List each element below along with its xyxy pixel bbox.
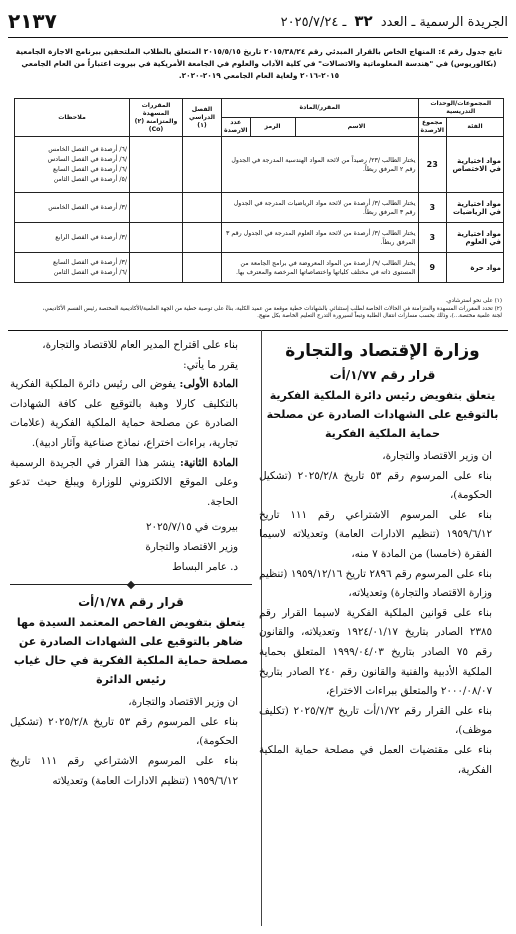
paragraph: ان وزير الاقتصاد والتجارة، bbox=[128, 696, 238, 709]
caption-line-2: (بكالوريوس) في "هندسة المعلوماتية والاتصالات" في كلية الآداب والعلوم في الجامعة الأمريكية في بيروت اعتباراً من العام الجامعي bbox=[21, 59, 497, 68]
section-rule bbox=[8, 330, 508, 331]
row-equivalent bbox=[130, 193, 183, 223]
table-row bbox=[15, 137, 504, 193]
paragraph: بناء على المرسوم رقم ٥٣ تاريخ ٢٠٢٥/٢/٨ (تشكيل الحكومة)، bbox=[259, 469, 492, 502]
row-course-desc: يختار الطالب /٢٣/ رصيداً من لائحة المواد الهندسية المدرجة في الجدول رقم ٢ المرفق ربطاً. bbox=[222, 137, 419, 193]
gazette-name: الجريدة الرسمية bbox=[419, 15, 508, 30]
row-category: مواد حرة bbox=[447, 253, 504, 283]
table-row bbox=[15, 193, 504, 223]
decision-title: يتعلق بتفويض رئيس دائرة الملكية الفكرية بالتوقيع على الشهادات الصادرة عن مصلحة حماية الملكية الفكرية bbox=[266, 389, 499, 440]
row-category: مواد اختيارية في الاختصاص bbox=[447, 137, 504, 193]
th-course-name: الاسم bbox=[295, 118, 418, 137]
row-equivalent bbox=[130, 137, 183, 193]
footnote-2: (٢) تحدد المقررات المسهدة والمتزامنة في الحالات الخاصة لطلب إستثنائي بالشهادات خطية موقعة من عميد الكلية، بناءً على توصية خطية من الجهة العلمية/الأكاديمية المختصة رئيس القسم الأكاديمي، bbox=[42, 305, 502, 312]
place-date: بيروت في ٢٠٢٥/٧/١٥ bbox=[145, 521, 238, 534]
row-course-desc: يختار الطالب /٩/ أرصدة من المواد المعروضة في برامج الجامعة من المستوى ذاته في مختلف كلياتها واختصاصاتها المرخصة والمعترف بها. bbox=[222, 253, 419, 283]
paragraph: بناء على المرسوم الاشتراعي رقم ١١١ تاريخ ١٩٥٩/٦/١٢ (تنظيم الادارات العامة) وتعديلاته bbox=[10, 754, 238, 787]
row-category: مواد اختيارية في الرياضيات bbox=[447, 193, 504, 223]
decision-separator bbox=[10, 584, 252, 585]
table-row bbox=[15, 223, 504, 253]
row-semester bbox=[183, 137, 222, 193]
paragraph: بناء على قوانين الملكية الفكرية لاسيما القرار رقم ٢٣٨٥ الصادر بتاريخ ١٩٢٤/٠١/١٧ وتعديلاته، والقانون رقم ٧٥ الصادر بتاريخ ١٩٩٩/٠٤/٠٣ المتعلق بحماية الملكية الأدبية والفنية والقانون رقم ٢٤٠ الصادر بتاريخ ٢٠٠٠/٠٨/٠٧ والمتعلق ببراءات الاختراع، bbox=[259, 606, 493, 698]
article-1-label: المادة الأولى: bbox=[179, 378, 238, 391]
left-column bbox=[10, 336, 252, 791]
header-title: الجريدة الرسمية ـ العدد ٣٢ ـ ٢٠٢٥/٧/٢٤ bbox=[280, 12, 508, 30]
minister-name: د. عامر البساط bbox=[172, 560, 238, 573]
th-notes: ملاحظات bbox=[15, 99, 130, 137]
article-2-text: ينشر هذا القرار في الجريدة الرسمية وعلى الموقع الالكتروني للوزارة ويبلغ حيث تدعو الحاجة. bbox=[10, 456, 238, 508]
decides-line: يقرر ما يأتي: bbox=[183, 358, 238, 371]
issue-date: ٢٠٢٥/٧/٢٤ bbox=[280, 15, 339, 30]
ministry-heading: وزارة الإقتصاد والتجارة bbox=[285, 341, 480, 361]
article-1 bbox=[10, 375, 252, 453]
minister-title: وزير الاقتصاد والتجارة bbox=[145, 540, 238, 553]
curriculum-table bbox=[14, 98, 504, 283]
paragraph: بناء على اقتراح المدير العام للاقتصاد والتجارة، bbox=[42, 339, 238, 351]
th-courses: المقرر/المادة bbox=[222, 99, 419, 118]
decision-2-title: يتعلق بتفويض الفاحص المعتمد السيدة مها ضاهر بالتوقيع على الشهادات الصادرة عن مصلحة حماية الملكية الفكرية في حال غياب رئيس الدائرة bbox=[13, 616, 249, 687]
th-credit-total: مجموع الارصدة bbox=[418, 118, 447, 137]
paragraph: ان وزير الاقتصاد والتجارة، bbox=[382, 450, 492, 462]
issue-label: العدد bbox=[380, 15, 408, 30]
row-notes: /٣/ أرصدة في الفصل السابع /٦/ أرصدة في الفصل الثامن bbox=[15, 253, 130, 283]
row-notes: /٦/ أرصدة في الفصل الخامس /٦/ أرصدة في الفصل السادس /٦/ أرصدة في الفصل السابع /٥/ أرصدة في الفصل الثامن bbox=[15, 137, 130, 193]
header-rule bbox=[8, 37, 508, 38]
issue-number: ٣٢ bbox=[354, 12, 373, 30]
th-groups: المجموعات/الوحدات التدريسية bbox=[418, 99, 504, 118]
paragraph: بناء على المرسوم رقم ٥٣ تاريخ ٢٠٢٥/٢/٨ (تشكيل الحكومة)، bbox=[10, 715, 239, 748]
article-1-text: يفوض الى رئيس دائرة الملكية الفكرية بالتكليف كارلا وهبة بالتوقيع على كافة الشهادات الصادرة عن مصلحة حماية الملكية الفكرية (علامات تجارية، براءات اختراع، نماذج صناعية وآثار ادبية). bbox=[10, 378, 238, 449]
row-credits: 9 bbox=[418, 253, 447, 283]
row-equivalent bbox=[130, 223, 183, 253]
row-equivalent bbox=[130, 253, 183, 283]
paragraph: بناء على القرار رقم ١/٧٢/أت تاريخ ٢٠٢٥/٧/٣ (تكليف موظف)، bbox=[259, 704, 492, 737]
decision-2-number: قرار رقم ١/٧٨/أت bbox=[78, 595, 184, 610]
row-notes: /٣/ أرصدة في الفصل الرابع bbox=[15, 223, 130, 253]
row-credits: 3 bbox=[418, 223, 447, 253]
row-notes: /٣/ أرصدة في الفصل الخامس bbox=[15, 193, 130, 223]
page-number: ٢١٣٧ bbox=[8, 9, 57, 33]
th-category: الفئة bbox=[447, 118, 504, 137]
row-credits: 23 bbox=[418, 137, 447, 193]
caption-line-1: تابع جدول رقم ٤: المنهاج الخاص بالقرار المبدئي رقم ٢٠١٥/٣٨/٢٤ تاريخ ٢٠١٥/٥/١٥ المتعلق بالطلاب الملتحقين ببرنامج الاجازة الجامعية bbox=[15, 47, 503, 56]
th-course-code: الرمز bbox=[250, 118, 295, 137]
article-2-label: المادة الثانية: bbox=[180, 456, 238, 469]
footnote-1: (١) على نحو استرشادي. bbox=[445, 298, 502, 304]
row-category: مواد اختيارية في العلوم bbox=[447, 223, 504, 253]
right-column bbox=[259, 336, 506, 780]
row-course-desc: يختار الطالب /٣/ أرصدة من لائحة مواد العلوم المدرجة في الجدول رقم ٣ المرفق ربطاً. bbox=[222, 223, 419, 253]
row-course-desc: يختار الطالب /٣/ أرصدة من لائحة مواد الرياضيات المدرجة في الجدول رقم ٣ المرفق ربطاً. bbox=[222, 193, 419, 223]
decision-number: قرار رقم ١/٧٧/أت bbox=[329, 368, 436, 382]
paragraph: بناء على مقتضيات العمل في مصلحة حماية الملكية الفكرية، bbox=[259, 743, 492, 776]
caption-line-3: ٢٠١٥-٢٠١٦ ولغاية العام الجامعي ٢٠١٩-٢٠٢٠. bbox=[178, 71, 340, 80]
paragraph: بناء على المرسوم الاشتراعي رقم ١١١ تاريخ ١٩٥٩/٦/١٢ (تنظيم الادارات العامة) وتعديلاته لاسيما الفقرة (خامسا) من المادة ٧ منه، bbox=[259, 508, 492, 560]
table-row bbox=[15, 253, 504, 283]
footnote-3: لجنة علمية مختصة...)، وذلك بحسب مسارات انتقال الطلبة وتبعاً لسيرورة التدرج التعليم الخاصة بكل منهج. bbox=[257, 313, 502, 319]
paragraph: بناء على المرسوم رقم ٢٨٩٦ تاريخ ١٩٥٩/١٢/١٦ (تنظيم وزارة الاقتصاد والتجارة) وتعديلاته، bbox=[259, 567, 492, 600]
row-semester bbox=[183, 223, 222, 253]
th-course-credits: عدد الارصدة bbox=[222, 118, 251, 137]
table-footnotes bbox=[14, 298, 502, 321]
th-equivalent: المقررات المسهدة والمتزامنة (٢) (Co) bbox=[130, 99, 183, 137]
page-header bbox=[8, 6, 508, 36]
appendix-caption bbox=[14, 46, 504, 82]
th-semester: الفصل الدراسي (١) bbox=[183, 99, 222, 137]
row-semester bbox=[183, 253, 222, 283]
row-semester bbox=[183, 193, 222, 223]
row-credits: 3 bbox=[418, 193, 447, 223]
table-header-row bbox=[15, 99, 504, 118]
article-2 bbox=[10, 454, 252, 513]
